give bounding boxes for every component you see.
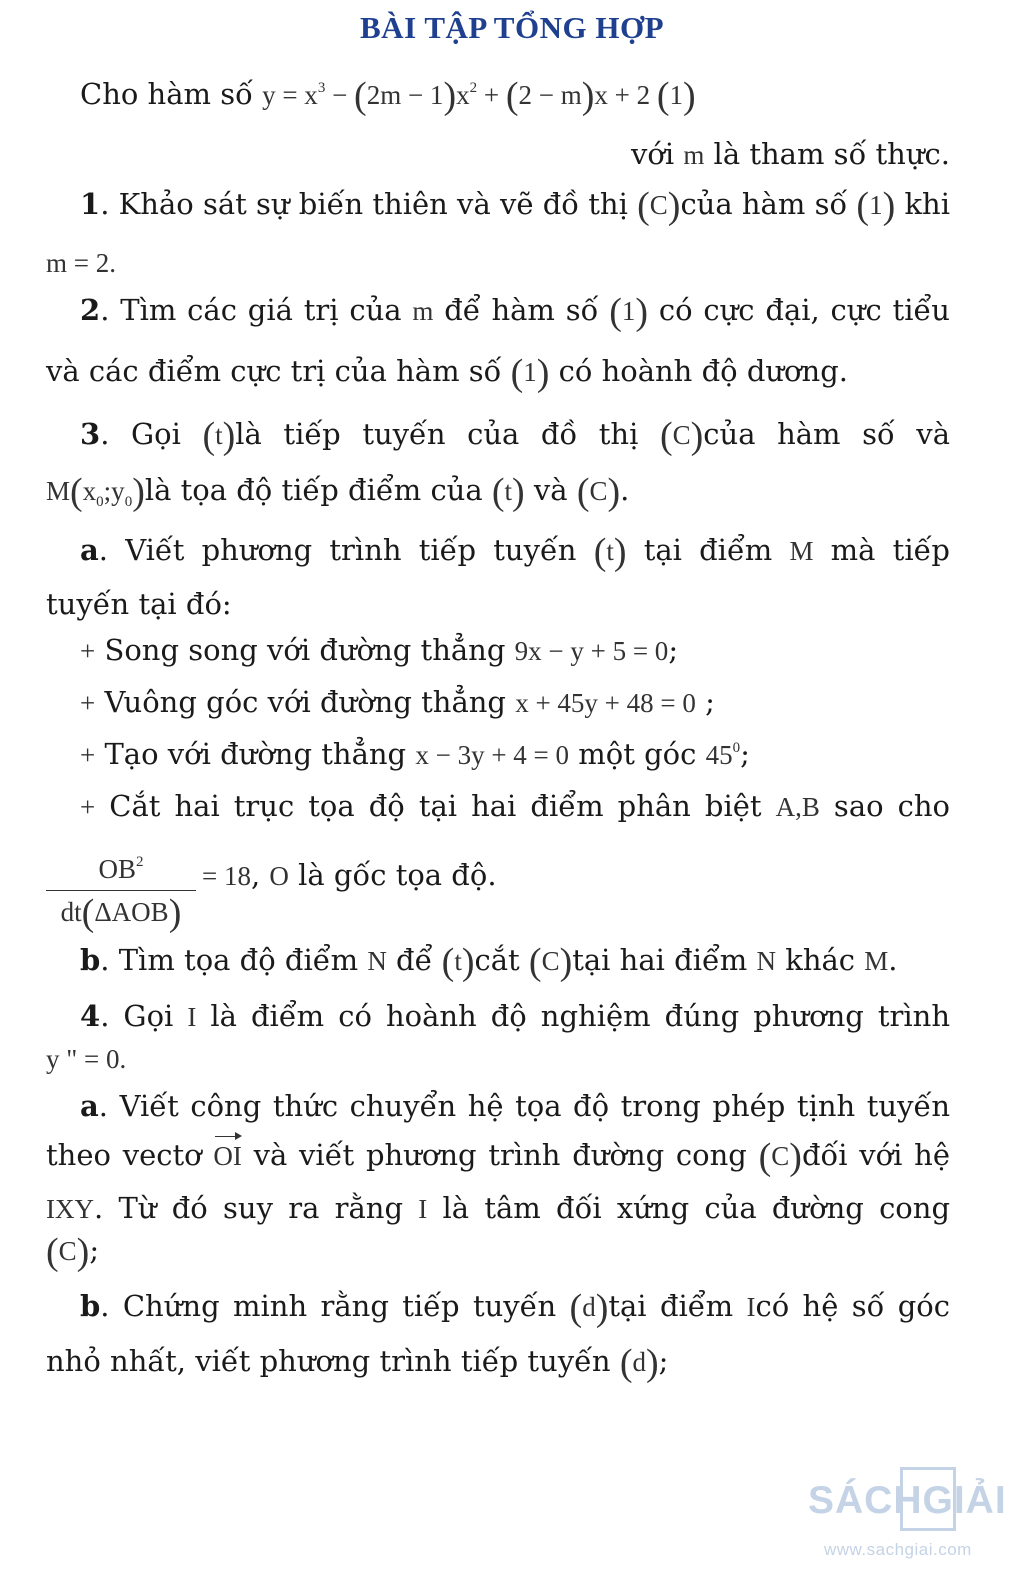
logo-text: SÁCHGIẢI [808, 1479, 1007, 1522]
part-4b: b. Chứng minh rằng tiếp tuyến (d)tại điểm Icó hệ số góc [80, 1287, 950, 1329]
part-4a-line-3: IXY. Từ đó suy ra rằng I là tâm đối xứng của đường cong [46, 1191, 951, 1225]
part-b: b. Tìm tọa độ điểm N để (t)cắt (C)tại hai điểm N khác M. [80, 941, 898, 983]
part-a: a. Viết phương trình tiếp tuyến (t) tại điểm M mà tiếp [80, 531, 950, 573]
intro-line-2: với m là tham số thực. [630, 137, 950, 171]
question-4: 4. Gọi I là điểm có hoành độ nghiệm đúng phương trình [80, 999, 950, 1033]
part-4a-line-4: (C); [46, 1231, 100, 1273]
bullet-perpendicular: + Vuông góc với đường thẳng x + 45y + 48 = 0 ; [80, 685, 715, 719]
question-4-eq: y " = 0. [46, 1044, 127, 1074]
vector-oi: OI [213, 1138, 242, 1174]
question-2: 2. Tìm các giá trị của m để hàm số (1) có cực đại, cực tiểu [80, 291, 950, 333]
function-formula: $y = x^3 - (2m - 1)x^2 + (2 - m)x + 2$ (1) [262, 75, 696, 117]
question-1-eq: m = 2. [46, 248, 116, 278]
intro-line [80, 75, 696, 117]
question-1: 1. Khảo sát sự biến thiên và vẽ đồ thị (C)của hàm số (1) khi [80, 185, 950, 227]
bullet-angle: + Tạo với đường thẳng x − 3y + 4 = 0 một góc $45^0$; [80, 737, 750, 771]
question-3: 3. Gọi (t)là tiếp tuyến của đồ thị (C)của hàm số và [80, 415, 950, 457]
question-3-line-2: $M(x_0;y_0)là$ tọa độ tiếp điểm của (t) và (C). [46, 471, 630, 513]
part-4b-line-2: nhỏ nhất, viết phương trình tiếp tuyến (d); [46, 1342, 669, 1384]
bullet-axes: + Cắt hai trục tọa độ tại hai điểm phân biệt A,B sao cho [80, 789, 950, 823]
part-4a-line-2: theo vectơ OI và viết phương trình đường cong (C)đối với hệ [46, 1136, 950, 1178]
question-2-line-2: và các điểm cực trị của hàm số (1) có hoành độ dương. [46, 352, 848, 394]
part-4a: a. Viết công thức chuyển hệ tọa độ trong phép tịnh tuyến [80, 1089, 950, 1123]
watermark-logo [808, 1467, 1008, 1537]
fraction: $OB^2$ dt(ΔAOB) [46, 850, 196, 930]
part-a-line-2: tuyến tại đó: [46, 587, 232, 621]
fraction-rest: = 18, O là gốc tọa độ. [202, 858, 497, 892]
page-title: BÀI TẬP TỔNG HỢP [360, 10, 664, 45]
bullet-parallel: + Song song với đường thẳng 9x − y + 5 = 0; [80, 633, 679, 667]
intro-prefix: Cho hàm số [80, 77, 263, 111]
watermark-url: www.sachgiai.com [824, 1540, 972, 1559]
